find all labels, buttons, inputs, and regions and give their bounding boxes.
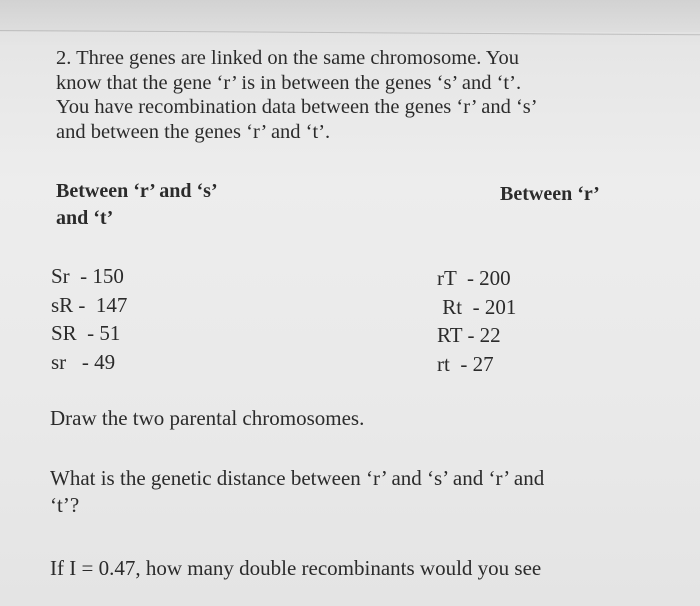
- prompt-distance: [50, 465, 544, 519]
- data-row: Sr - 150: [51, 264, 124, 288]
- data-list-left: [51, 262, 127, 376]
- data-row: sr - 49: [51, 349, 116, 374]
- question-line: and between the genes ‘r’ and ‘t’.: [56, 120, 331, 143]
- prompt-draw: Draw the two parental chromosomes.: [50, 406, 365, 430]
- header-left: [56, 178, 218, 232]
- prompt-distance-line2: ‘t’?: [50, 493, 80, 517]
- header-right: Between ‘r’: [500, 183, 600, 205]
- header-left-line1: Between ‘r’ and ‘s’: [56, 180, 218, 202]
- question-line: 2. Three genes are linked on the same chromosome. You: [56, 47, 520, 69]
- data-row: rT - 200: [437, 266, 511, 290]
- data-list-right: [437, 264, 516, 378]
- page-top-band: [0, 0, 700, 32]
- question-line: You have recombination data between the genes ‘r’ and ‘s’: [56, 96, 538, 118]
- question-line: know that the gene ‘r’ is in between the genes ‘s’ and ‘t’.: [56, 71, 522, 94]
- data-row: sR - 147: [51, 292, 128, 317]
- data-row: rt - 27: [437, 351, 494, 376]
- header-left-line2: and ‘t’: [56, 207, 114, 229]
- question-paragraph: [56, 46, 656, 144]
- data-row: RT - 22: [437, 323, 501, 347]
- prompt-interference: If I = 0.47, how many double recombinants would you see: [50, 556, 542, 580]
- prompt-distance-line1: What is the genetic distance between ‘r’ and ‘s’ and ‘r’ and: [50, 466, 545, 490]
- data-row: SR - 51: [51, 321, 121, 345]
- data-row: Rt - 201: [437, 294, 517, 319]
